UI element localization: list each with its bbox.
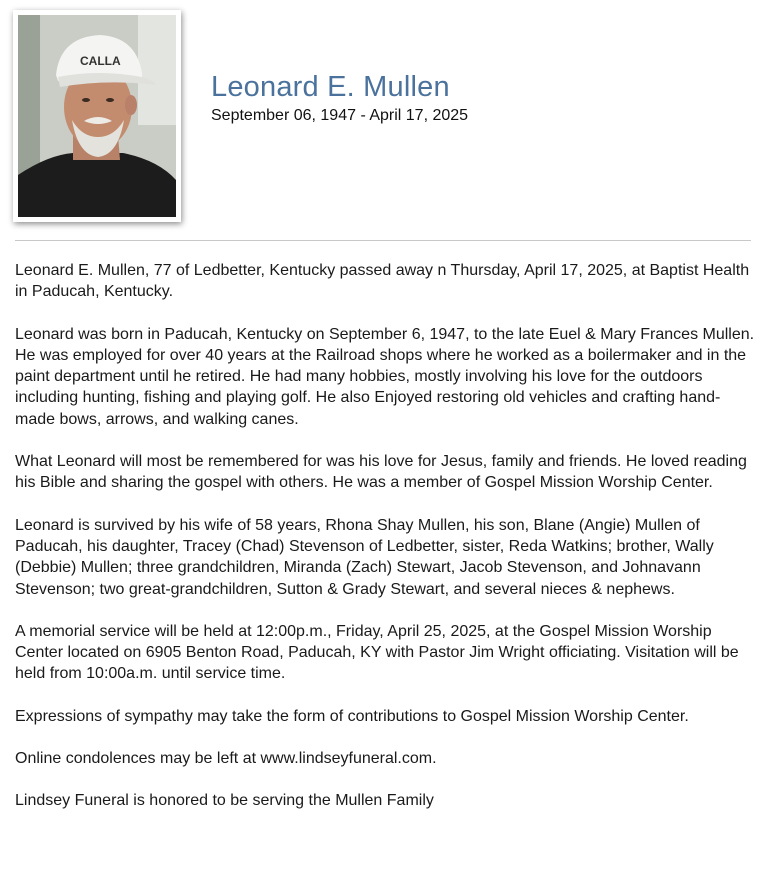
- life-dates: September 06, 1947 - April 17, 2025: [211, 107, 469, 124]
- obituary-paragraph: What Leonard will most be remembered for was his love for Jesus, family and friends. He loved reading his Bible and sharing the gospel with others. He was a member of Gospel Mission Worship Center.: [15, 453, 747, 492]
- obituary-header: [0, 0, 766, 230]
- obituary-paragraph: Lindsey Funeral is honored to be serving the Mullen Family: [15, 792, 434, 810]
- deceased-name: Leonard E. Mullen: [211, 71, 450, 103]
- title-block: [211, 70, 468, 126]
- obituary-paragraph: Leonard was born in Paducah, Kentucky on September 6, 1947, to the late Euel & Mary Frances Mullen. He was employed for over 40 years at the Railroad shops where he worked as a boilermaker and in the paint department until he retired. He had many hobbies, mostly involving his love for the outdoors including hunting, fishing and playing golf. He also Enjoyed restoring old vehicles and crafting hand-made bows, arrows, and walking canes.: [15, 325, 755, 428]
- header-divider: [15, 240, 751, 241]
- obituary-paragraph: Leonard is survived by his wife of 58 years, Rhona Shay Mullen, his son, Blane (Angie) Mullen of Paducah, his daughter, Tracey (Chad) Stevenson of Ledbetter, sister, Reda Watkins; brother, Wally (Debbie) Mullen; three grandchildren, Miranda (Zach) Stewart, Jacob Stevenson, and Johnavann Stevenson; two great-grandchildren, Sutton & Grady Stewart, and several nieces & nephews.: [15, 516, 714, 598]
- obituary-paragraph: A memorial service will be held at 12:00p.m., Friday, April 25, 2025, at the Gospel Mission Worship Center located on 6905 Benton Road, Paducah, KY with Pastor Jim Wright officiating. Visitation will be held from 10:00a.m. until service time.: [15, 622, 739, 683]
- portrait-photo: [18, 15, 176, 217]
- svg-text:CALLA: CALLA: [80, 54, 121, 68]
- portrait-photo-frame: [13, 10, 181, 222]
- obituary-paragraph: Leonard E. Mullen, 77 of Ledbetter, Kentucky passed away n Thursday, April 17, 2025, at Baptist Health in Paducah, Kentucky.: [15, 262, 750, 301]
- obituary-paragraph: Online condolences may be left at www.lindseyfuneral.com.: [15, 750, 437, 768]
- obituary-paragraph: Expressions of sympathy may take the form of contributions to Gospel Mission Worship Center.: [15, 707, 689, 725]
- obituary-body: [15, 260, 755, 833]
